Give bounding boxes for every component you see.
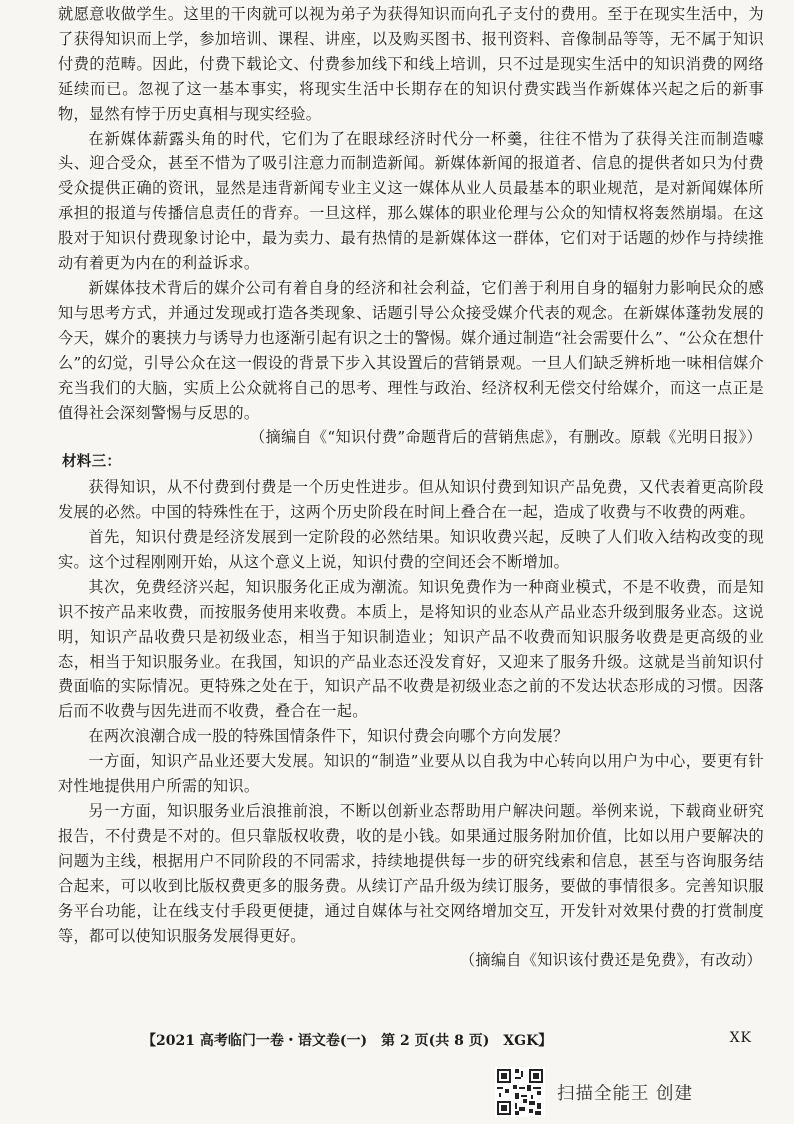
source-citation-2: （摘编自《知识该付费还是免费》，有改动） xyxy=(459,951,762,970)
paragraph-1: 就愿意收做学生。这里的干肉就可以视为弟子为获得知识而向孔子支付的费用。至于在现实生活中，为了获得知识而上学，参加培训、课程、讲座，以及购买图书、报刊资料、音像制品等等，无不属于知识付费的范畴。因此，付费下载论文、付费参加线下和线上培训，只不过是现实生活中的知识消费的网络延续而已。忽视了这一基本事实，将现实生活中长期存在的知识付费实践当作新媒体兴起之后的新事物，显然有悖于历史真相与现实经验。 xyxy=(58,5,764,123)
page-footer xyxy=(142,1030,752,1050)
paragraph-5: 首先，知识付费是经济发展到一定阶段的必然结果。知识收费兴起，反映了人们收入结构改变的现实。这个过程刚刚开始，从这个意义上说，知识付费的空间还会不断增加。 xyxy=(58,528,764,571)
paragraph-8: 一方面，知识产品业还要大发展。知识的“制造”业要从以自我为中心转向以用户为中心，要更有针对性地提供用户所需的知识。 xyxy=(58,752,764,796)
material-three-heading: 材料三： xyxy=(62,454,122,471)
exam-info: 【2021 高考临门一卷・语文卷(一) 第 2 页(共 8 页) XGK】 xyxy=(142,1033,553,1049)
qr-code-icon xyxy=(495,1067,545,1117)
source-citation-1: （摘编自《“知识付费”命题背后的营销焦虑》，有删改。原载《光明日报》） xyxy=(249,428,762,447)
scanner-watermark xyxy=(495,1067,693,1117)
document-page xyxy=(58,0,764,973)
paragraph-2: 在新媒体薪露头角的时代，它们为了在眼球经济时代分一杯羹，往往不惜为了获得关注而制造噱头、迎合受众，甚至不惜为了吸引注意力而制造新闻。新媒体新闻的报道者、信息的提供者如只为付费受众提供正确的资讯，显然是违背新闻专业主义这一媒体从业人员最基本的职业规范，是对新闻媒体所承担的报道与传播信息责任的背弃。一旦这样，那么媒体的职业伦理与公众的知情权将轰然崩塌。在这股对于知识付费现象讨论中，最为卖力、最有热情的是新媒体这一群体，它们对于话题的炒作与持续推动有着更为内在的利益诉求。 xyxy=(58,129,764,273)
paragraph-6: 其次，免费经济兴起，知识服务化正成为潮流。知识免费作为一种商业模式，不是不收费，而是知识不按产品来收费，而按服务使用来收费。本质上，是将知识的业态从产品业态升级到服务业态。这说明，知识产品收费只是初级业态，相当于知识制造业；知识产品不收费而知识服务收费是更高级的业态，相当于知识服务业。在我国，知识的产品业态还没发育好，又迎来了服务升级。这就是当前知识付费面临的实际情况。更特殊之处在于，知识产品不收费是初级业态之前的不发达状态形成的习惯。因落后而不收费与因先进而不收费，叠合在一起。 xyxy=(58,577,764,721)
footer-code: XK xyxy=(729,1030,752,1046)
paragraph-9: 另一方面，知识服务业后浪推前浪，不断以创新业态帮助用户解决问题。举例来说，下载商业研究报告，不付费是不对的。但只靠版权收费，收的是小钱。如果通过服务附加价值，比如以用户要解决的问题为主线，根据用户不同阶段的不同需求，持续地提供每一步的研究线索和信息，甚至与咨询服务结合起来，可以收到比版权费更多的服务费。从续订产品升级为续订服务，要做的事情很多。完善知识服务平台功能，让在线支付手段更便捷，通过自媒体与社交网络增加交互，开发针对效果付费的打赏制度等，都可以使知识服务发展得更好。 xyxy=(58,802,764,945)
paragraph-7: 在两次浪潮合成一股的特殊国情条件下，知识付费会向哪个方向发展？ xyxy=(88,727,569,746)
scanner-label: 扫描全能王 创建 xyxy=(557,1083,694,1104)
paragraph-4: 获得知识，从不付费到付费是一个历史性进步。但从知识付费到知识产品免费，又代表着更高阶段发展的必然。中国的特殊性在于，这两个历史阶段在时间上叠合在一起，造成了收费与不收费的两难。 xyxy=(58,478,764,522)
paragraph-3: 新媒体技术背后的媒介公司有着自身的经济和社会利益，它们善于利用自身的辐射力影响民众的感知与思考方式，并通过发现或打造各类现象、话题引导公众接受媒介代表的观念。在新媒体蓬勃发展的今天，媒介的裹挟力与诱导力也逐渐引起有识之士的警惕。媒介通过制造“社会需要什么”、“公众在想什么”的幻觉，引导公众在这一假设的背景下步入其设置后的营销景观。一旦人们缺乏辨析地一味相信媒介充当我们的大脑，实质上公众就将自己的思考、理性与政治、经济权利无偿交付给媒介，而这一点正是值得社会深刻警惕与反思的。 xyxy=(58,278,764,422)
